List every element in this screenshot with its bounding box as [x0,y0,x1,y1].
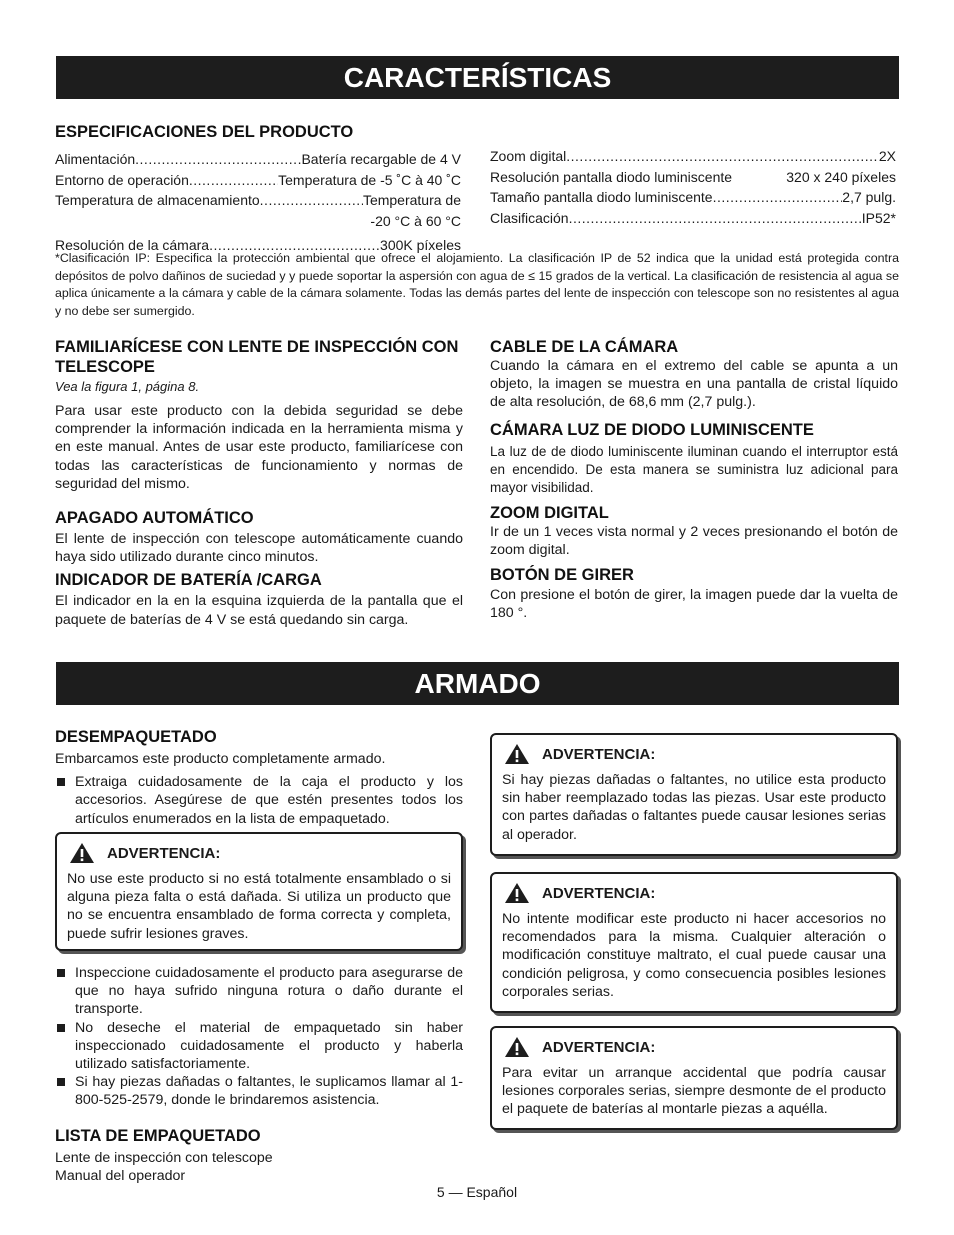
specs-right [490,146,896,228]
warning-triangle-icon [504,1036,530,1058]
list-item: Extraiga cuidadosamente de la caja el producto y los accesorios. Asegúrese de que estén presentes todos los artículos enumerados en la lista de empaquetado. [55,773,463,828]
list-item: Si hay piezas dañadas o faltantes, le suplicamos llamar al 1-800-525-2579, donde le brindaremos asistencia. [55,1073,463,1109]
section-title-armado: ARMADO [56,662,899,705]
desemp-more [55,964,463,1185]
warning-triangle-icon [504,743,530,765]
warning-title: ADVERTENCIA: [542,884,656,902]
zoom-heading: ZOOM DIGITAL [490,503,609,522]
cable-body: Cuando la cámara en el extremo del cable se apunta a un objeto, la imagen se muestra en una pantalla de cristal líquido de alta resolución, de 68,6 mm (2,7 pulg.). [490,358,898,411]
desempaquetado [55,727,463,828]
spec-value: 320 x 240 píxeles [786,168,896,185]
page-footer: 5 — Español [436,1184,518,1200]
girer-body: Con presione el botón de girer, la imagen puede dar la vuelta de 180 °. [490,587,898,622]
cable-heading: CABLE DE LA CÁMARA [490,338,679,356]
specs-left [55,122,461,256]
desemp-intro: Embarcamos este producto completamente armado. [55,751,386,767]
section-title-caracteristicas: CARACTERÍSTICAS [56,56,899,99]
spec-key: Tamaño pantalla diodo luminiscente [490,189,713,205]
spec-row [490,187,896,208]
indicador-heading: INDICADOR DE BATERÍA /CARGA [55,571,322,590]
spec-key: Resolución de la cámara [55,237,210,253]
luz-heading: CÁMARA LUZ DE DIODO LUMINISCENTE [490,420,814,439]
girer-heading: BOTÓN DE GIRER [490,566,634,585]
warning-body: No use este producto si no está totalmente ensamblado o si alguna pieza falta o está dañada. Si utiliza un producto que no se encuentra ensamblado de forma correcta y completa, puede sufrir lesiones graves. [67,871,451,942]
spec-row [55,170,461,191]
apagado-heading: APAGADO AUTOMÁTICO [55,509,254,528]
lista-item: Lente de inspección con telescope [55,1149,273,1166]
warning-box [490,733,898,856]
list-item: No deseche el material de empaquetado sin haber inspeccionado cuidadosamente el producto y haberla utilizado satisfactoriamente. [55,1019,463,1074]
spec-value: 2X [878,148,896,164]
spec-row [55,190,461,211]
warning-triangle-icon [69,842,95,864]
warning-box [55,832,463,951]
lista-heading: LISTA DE EMPAQUETADO [55,1126,261,1145]
spec-value: 300K píxeles [380,237,461,253]
spec-value: Temperatura de [362,192,461,208]
spec-row [490,146,896,167]
zoom-body: Ir de un 1 veces vista normal y 2 veces presionando el botón de zoom digital. [490,523,898,558]
figure-ref: Vea la figura 1, página 8. [55,379,200,394]
familiar-body: Para usar este producto con la debida seguridad se debe comprender la información indicada en la herramienta misma y en este manual. Antes de usar este producto, familiarícese con todas las características de funcionamiento y normas de seguridad del mismo. [55,403,463,492]
spec-row [490,167,896,188]
warning-title: ADVERTENCIA: [542,1038,656,1056]
list-item: Inspeccione cuidadosamente el producto para asegurarse de que no haya sufrido ninguna rotura o daño durante el transporte. [55,964,463,1019]
warning-triangle-icon [504,882,530,904]
spec-row [490,208,896,229]
spec-key: Alimentación [55,151,136,167]
spec-key: Resolución pantalla diodo luminiscente [490,168,733,185]
warning-body: No intente modificar este producto ni hacer accesorios no recomendados para la misma. Cualquier alteración o modificación constituye maltrato, el cual puede causar una condición peligrosa, y como consecuencia posibles lesiones corporales serias. [502,911,886,1000]
desemp-heading: DESEMPAQUETADO [55,728,217,746]
familiar-heading: FAMILIARÍCESE CON LENTE DE INSPECCIÓN CON TELESCOPE [55,338,459,376]
luz-body: La luz de de diodo luminiscente iluminan cuando el interruptor está en encendido. De esta manera se suministra luz adicional para mayor visibilidad. [490,443,898,495]
warning-box [490,1026,898,1130]
left-column [55,337,463,629]
spec-value: 2,7 pulg. [842,189,896,205]
warning-body: Para evitar un arranque accidental que podría causar lesiones corporales serias, siempre desmonte de el producto el paquete de baterías al montarle piezas a aquélla. [502,1065,886,1118]
right-column [490,337,898,622]
spec-key: Entorno de operación [55,171,189,188]
warning-box [490,872,898,1013]
lista-item: Manual del operador [55,1167,186,1184]
spec-key: Temperatura de almacenamiento [55,192,260,208]
spec-row [55,149,461,170]
specs-heading: ESPECIFICACIONES DEL PRODUCTO [55,123,354,141]
spec-key: Clasificación [490,209,569,226]
spec-value: Batería recargable de 4 V [301,151,461,167]
warning-title: ADVERTENCIA: [107,844,221,862]
spec-value: Temperatura de -5 ˚C à 40 ˚C [278,171,461,188]
indicador-body: El indicador en la en la esquina izquierda de la pantalla que el paquete de baterías de 4 V se está quedando sin carga. [55,593,463,628]
spec-value-cont: -20 °C à 60 °C [370,212,461,229]
apagado-body: El lente de inspección con telescope automáticamente cuando haya sido utilizado durante cinco minutos. [55,531,463,566]
warning-body: Si hay piezas dañadas o faltantes, no utilice esta producto sin haber reemplazado todas las piezas. Usar este producto con partes dañadas o faltantes puede causar lesiones serias al operador. [502,772,886,843]
spec-key: Zoom digital [490,148,567,164]
warning-title: ADVERTENCIA: [542,745,656,763]
spec-value: IP52* [861,209,896,226]
ip-note: *Clasificación IP: Especifica la protección ambiental que ofrece el alojamiento. La clasificación IP de 52 indica que la unidad está protegida contra depósitos de polvo dañinos de suciedad y y puede soportar la aspersión con agua de ≤ 15 grados de la vertical. La clasificación de resistencia al agua se aplica únicamente a la cámara y cable de la cámara solamente. Todas las demás partes del lente de inspección con telescope son no resistentes al agua y no debe ser sumergido. [55,251,899,318]
